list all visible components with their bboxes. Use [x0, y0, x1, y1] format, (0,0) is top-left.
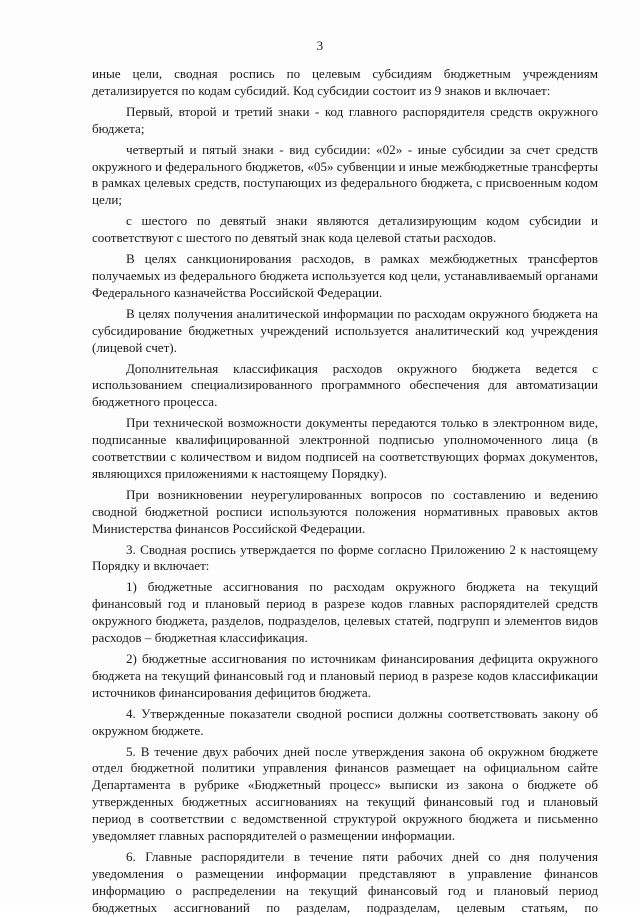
paragraph-intro-continuation: иные цели, сводная роспись по целевым субсидиям бюджетным учреждениям детализируется по кодам субсидий. Код субсидии состоит из 9 знаков и включает: — [92, 66, 598, 98]
paragraph-additional-classification: Дополнительная классификация расходов окружного бюджета ведется с использованием специализированного программного обеспечения для автоматизации бюджетного процесса. — [92, 360, 598, 410]
document-body — [92, 66, 598, 917]
paragraph-electronic-documents: При технической возможности документы передаются только в электронном виде, подписанные квалифицированной электронной подписью уполномоченного лица (в соответствии с количеством и видом подписей на соответствующих формах документов, являющихся приложениями к настоящему Порядку). — [92, 415, 598, 481]
paragraph-digits-1-3: Первый, второй и третий знаки - код главного распорядителя средств окружного бюджета; — [92, 103, 598, 136]
paragraph-digits-4-5: четвертый и пятый знаки - вид субсидии: «02» - иные субсидии за счет средств окружного и федерального бюджетов, «05» субвенции и иные межбюджетные трансферты в рамках целевых средств, поступающих из федерального бюджета, с присвоенным кодом цели; — [92, 141, 599, 208]
paragraph-section-3: 3. Сводная роспись утверждается по форме согласно Приложению 2 к настоящему Порядку и включает: — [92, 541, 598, 574]
paragraph-digits-6-9: с шестого по девятый знаки являются детализирующим кодом субсидии и соответствуют с шестого по девятый знак кода целевой статьи расходов. — [92, 213, 598, 246]
paragraph-unresolved-issues: При возникновении неурегулированных вопросов по составлению и ведению сводной бюджетной росписи используются положения нормативных правовых актов Министерства финансов Российской Федерации. — [92, 486, 598, 536]
paragraph-section-6: 6. Главные распорядители в течение пяти рабочих дней со дня получения уведомления о размещении информации представляют в управление финансов информацию о распределении на текущий финансовый год и плановый период бюджетных ассигнований по разделам, подразделам, целевым статьям, по — [92, 848, 598, 915]
paragraph-section-4: 4. Утвержденные показатели сводной росписи должны соответствовать закону об окружном бюджете. — [92, 705, 598, 738]
paragraph-analytic-code: В целях получения аналитической информации по расходам окружного бюджета на субсидирование бюджетных учреждений используется аналитический код учреждения (лицевой счет). — [92, 305, 598, 355]
paragraph-item-2: 2) бюджетные ассигнования по источникам финансирования дефицита окружного бюджета на текущий финансовый год и плановый период в разрезе кодов классификации источников финансирования дефицитов бюджета. — [92, 651, 598, 700]
paragraph-item-1: 1) бюджетные ассигнования по расходам окружного бюджета на текущий финансовый год и плановый период в разрезе кодов главных распорядителей средств окружного бюджета, разделов, подразделов, целевых статей, подгрупп и элементов видов расходов – бюджетная классификация. — [92, 579, 598, 646]
paragraph-section-5: 5. В течение двух рабочих дней после утверждения закона об окружном бюджете отдел бюджетной политики управления финансов размещает на официальном сайте Департамента в рубрике «Бюджетный процесс» выписки из закона о бюджете об утвержденных бюджетных ассигнованиях на текущий финансовый год и плановый период в соответствии с ведомственной структурой окружного бюджета и письменно уведомляет главных распорядителей о размещении информации. — [92, 743, 598, 844]
paragraph-target-code: В целях санкционирования расходов, в рамках межбюджетных трансфертов получаемых из федерального бюджета используется код цели, устанавливаемый органами Федерального казначейства Российской Федерации. — [92, 251, 598, 300]
page-number: 3 — [316, 38, 324, 53]
